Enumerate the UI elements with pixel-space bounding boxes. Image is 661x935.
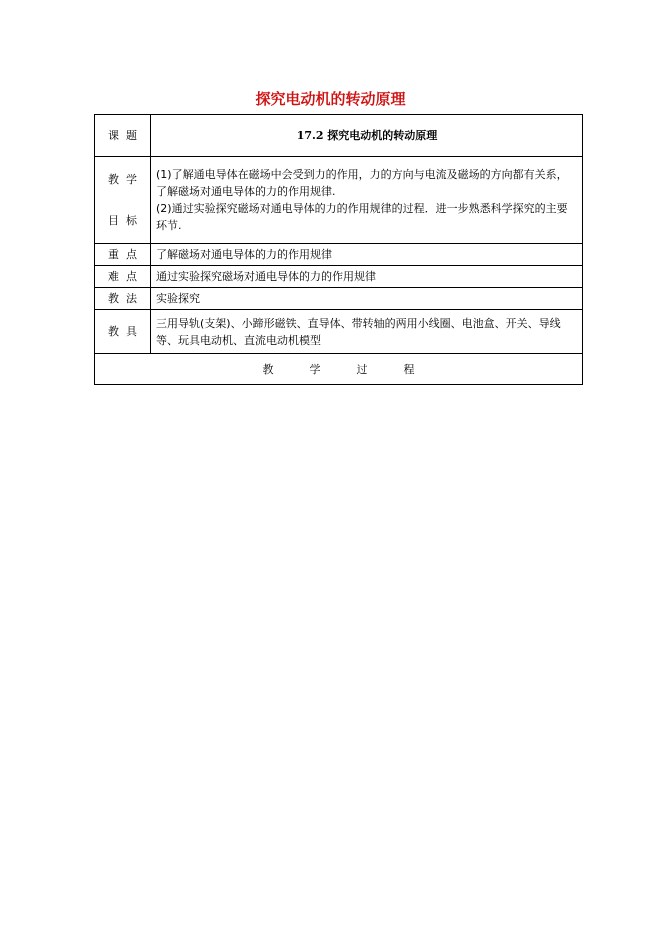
goals-label: [95, 157, 151, 244]
difficulty-value: 通过实验探究磁场对通电导体的力的作用规律: [151, 266, 583, 288]
process-heading: [95, 354, 583, 385]
goal-2: (2)通过实验探究磁场对通电导体的力的作用规律的过程．进一步熟悉科学探究的主要环节.: [156, 202, 568, 232]
subject-label: 课 题: [95, 115, 151, 157]
method-row: [95, 288, 583, 310]
process-row: [95, 354, 583, 385]
difficulty-row: [95, 266, 583, 288]
process-char: 程: [403, 362, 415, 376]
tools-value: 三用导轨(支架)、小蹄形磁铁、直导体、带转轴的两用小线圈、电池盒、开关、导线等、玩具电动机、直流电动机模型: [151, 310, 583, 354]
lesson-plan-table: [94, 114, 583, 385]
subject-value: 17.2 探究电动机的转动原理: [151, 115, 583, 157]
process-char: 教: [262, 362, 274, 376]
goal-1: (1)了解通电导体在磁场中会受到力的作用，力的方向与电流及磁场的方向都有关系，了解磁场对通电导体的力的作用规律.: [156, 168, 568, 198]
process-char: 学: [309, 362, 321, 376]
key-point-row: [95, 244, 583, 266]
goals-row: [95, 157, 583, 244]
goals-label-top: 教 学: [108, 173, 137, 186]
document-title: 探究电动机的转动原理: [255, 90, 406, 108]
method-label: 教 法: [95, 288, 151, 310]
tools-label: 教 具: [95, 310, 151, 354]
key-point-label: 重 点: [95, 244, 151, 266]
method-value: 实验探究: [151, 288, 583, 310]
difficulty-label: 难 点: [95, 266, 151, 288]
process-char: 过: [356, 362, 368, 376]
goals-label-bottom: 目 标: [108, 214, 137, 227]
tools-row: [95, 310, 583, 354]
subject-row: [95, 115, 583, 157]
key-point-value: 了解磁场对通电导体的力的作用规律: [151, 244, 583, 266]
goals-value: [151, 157, 583, 244]
